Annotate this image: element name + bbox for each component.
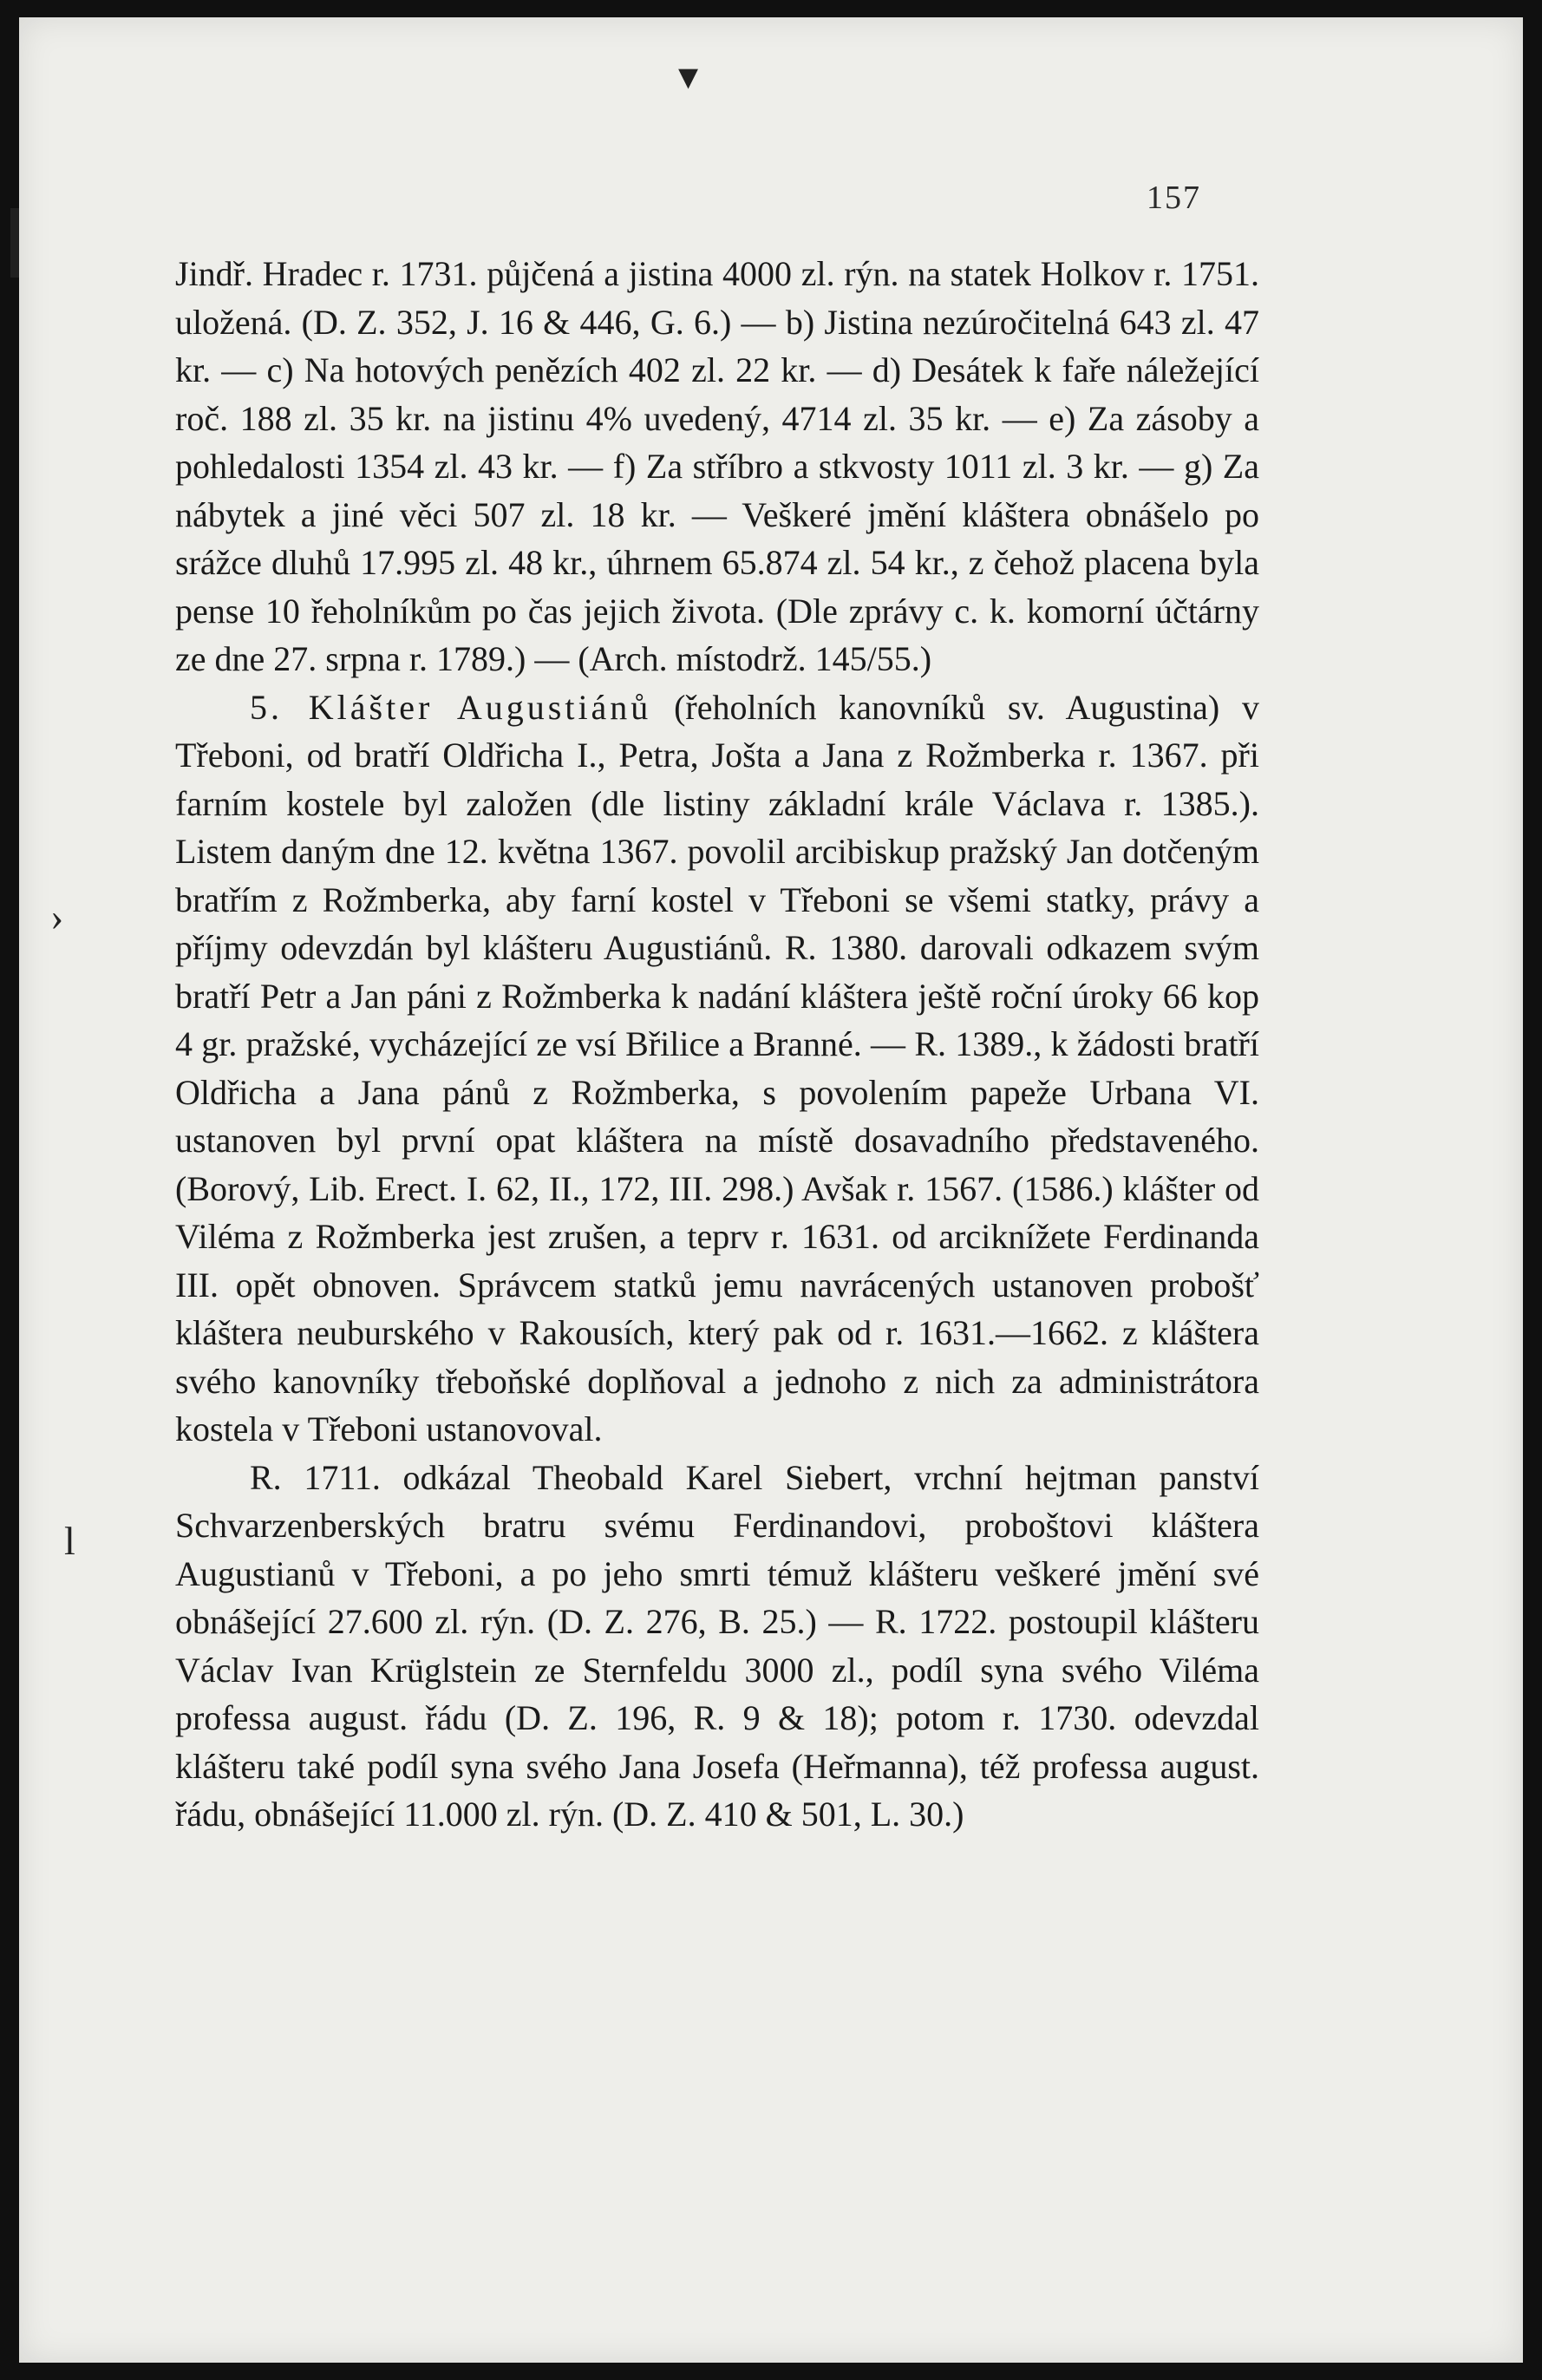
document-page (19, 17, 1523, 2363)
section-heading: 5. Klášter Augustiánů (250, 687, 652, 727)
text-body (175, 250, 1259, 1839)
page-number: 157 (1147, 180, 1201, 216)
paragraph-3: R. 1711. odkázal Theobald Karel Siebert, vrchní hejtman panství Schvarzenberských bratru svému Ferdinandovi, proboštovi kláštera Augustianů v Třeboni, a po jeho smrti témuž klášteru veškeré jmění své obnášející 27.600 zl. rýn. (D. Z. 276, B. 25.) — R. 1722. postoupil klášteru Václav Ivan Krüglstein ze Sternfeldu 3000 zl., podíl syna svého Viléma professa august. řádu (D. Z. 196, R. 9 & 18); potom r. 1730. odevzdal klášteru také podíl syna svého Jana Josefa (Heřmanna), též professa august. řádu, obnášející 11.000 zl. rýn. (D. Z. 410 & 501, L. 30.) (175, 1457, 1259, 1834)
scan-mark-margin-2: l (64, 1519, 75, 1563)
paragraph-2-text: (řeholních kanovníků sv. Augustina) v Třeboni, od bratří Oldřicha I., Petra, Jošta a Jana z Rožmberka r. 1367. při farním kostele byl založen (dle listiny základní krále Václava r. 1385.). Listem daným dne 12. května 1367. povolil arcibiskup pražský Jan dotčeným bratřím z Rožmberka, aby farní kostel v Třeboni se všemi statky, právy a příjmy odevzdán byl klášteru Augustiánů. R. 1380. darovali odkazem svým bratří Petr a Jan páni z Rožmberka k nadání kláštera ještě roční úroky 66 kop 4 gr. pražské, vycházející ze vsí Břilice a Branné. — R. 1389., k žádosti bratří Oldřicha a Jana pánů z Rožmberka, s povolením papeže Urbana VI. ustanoven byl první opat kláštera na místě dosavadního představeného. (Borový, Lib. Erect. I. 62, II., 172, III. 298.) Avšak r. 1567. (1586.) klášter od Viléma z Rožmberka jest zrušen, a teprv r. 1631. od arciknížete Ferdinanda III. opět obnoven. Správcem statků jemu navrácených ustanoven probošť kláštera neuburského v Rakousích, který pak od r. 1631.—1662. z kláštera svého kanovníky třeboňské doplňoval a jednoho z nich za administrátora kostela v Třeboni ustanovoval. (175, 687, 1260, 1448)
paragraph-1: Jindř. Hradec r. 1731. půjčená a jistina 4000 zl. rýn. na statek Holkov r. 1751. uložená. (D. Z. 352, J. 16 & 446, G. 6.) — b) Jistina nezúročitelná 643 zl. 47 kr. — c) Na hotových penězích 402 zl. 22 kr. — d) Desátek k faře náležející roč. 188 zl. 35 kr. na jistinu 4% uvedený, 4714 zl. 35 kr. — e) Za zásoby a pohledalosti 1354 zl. 43 kr. — f) Za stříbro a stkvosty 1011 zl. 3 kr. — g) Za nábytek a jiné věci 507 zl. 18 kr. — Veškeré jmění kláštera obnášelo po srážce dluhů 17.995 zl. 48 kr., úhrnem 65.874 zl. 54 kr., z čehož placena byla pense 10 řeholníkům po čas jejich života. (Dle zprávy c. k. komorní účtárny ze dne 27. srpna r. 1789.) — (Arch. místodrž. 145/55.) (175, 254, 1259, 678)
scan-mark-margin-1: › (50, 894, 64, 938)
paragraph-2 (175, 683, 1259, 1454)
scan-mark-top: ▾ (678, 54, 699, 98)
